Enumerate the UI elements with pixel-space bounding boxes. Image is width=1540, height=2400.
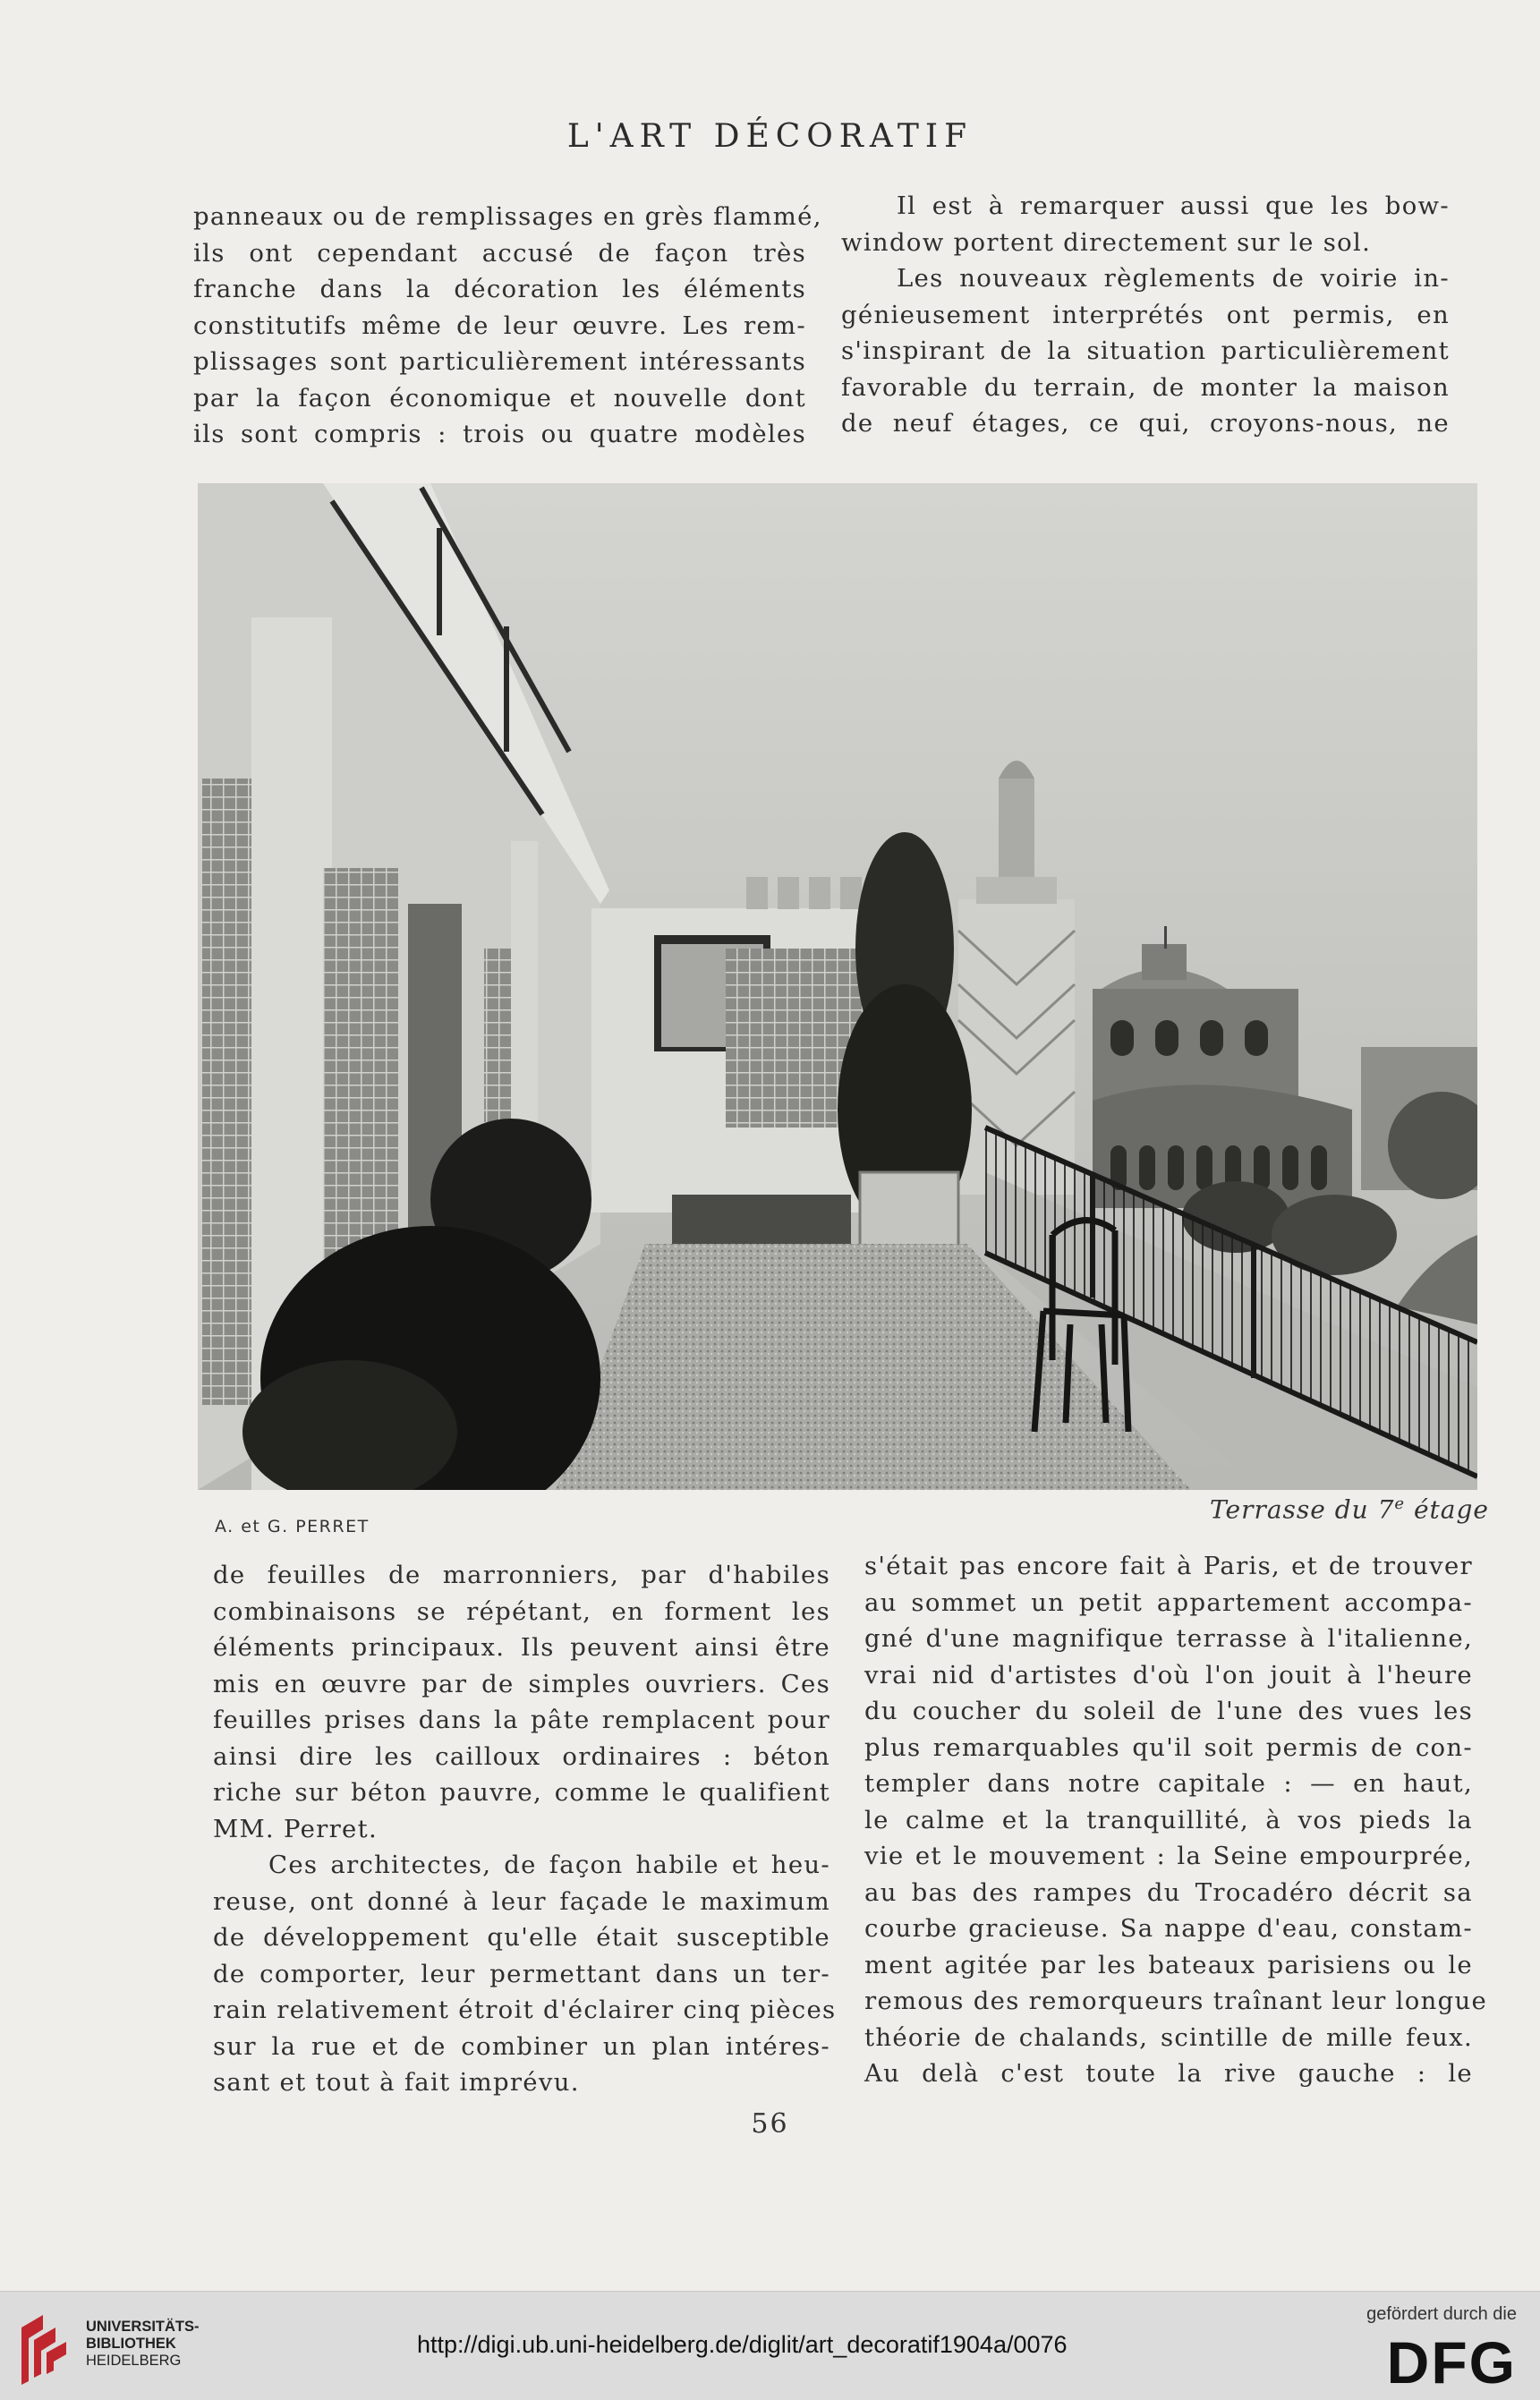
text-line: éléments principaux. Ils peuvent ainsi être <box>213 1633 830 1662</box>
caption-suffix: étage <box>1405 1494 1489 1525</box>
text-line: courbe gracieuse. Sa nappe d'eau, constam- <box>864 1914 1473 1943</box>
text-line: ils sont compris : trois ou quatre modèles <box>193 420 806 448</box>
text-line: Il est à remarquer aussi que les bow- <box>897 191 1450 220</box>
text-column-top-left <box>193 199 822 453</box>
library-logo-icon <box>16 2311 72 2388</box>
text-line: Les nouveaux règlements de voirie in- <box>897 264 1450 293</box>
photo-caption <box>1210 1494 1489 1524</box>
funding-note: gefördert durch die <box>1366 2304 1517 2324</box>
dfg-logo: DFG <box>1386 2329 1517 2396</box>
text-line: de feuilles de marronniers, par d'habiles <box>213 1561 830 1589</box>
text-line: gné d'une magnifique terrasse à l'italienne, <box>864 1624 1473 1653</box>
text-line: s'inspirant de la situation particulièrement <box>841 336 1450 365</box>
text-line: combinaisons se répétant, en forment les <box>213 1596 830 1626</box>
text-line: ment agitée par les bateaux parisiens ou le <box>864 1950 1473 1979</box>
library-name-line: HEIDELBERG <box>86 2353 182 2369</box>
caption-superscript: e <box>1394 1494 1406 1513</box>
text-line: Ces architectes, de façon habile et heu- <box>268 1851 830 1879</box>
text-line: favorable du terrain, de monter la maison <box>841 372 1450 402</box>
digitization-footer <box>0 2291 1540 2400</box>
text-line: ils ont cependant accusé de façon très <box>193 238 806 268</box>
text-line: de comporter, leur permettant dans un ter- <box>213 1959 830 1988</box>
text-line: s'était pas encore fait à Paris, et de trouver <box>864 1552 1473 1580</box>
page-number: 56 <box>751 2108 789 2140</box>
text-line: ainsi dire les cailloux ordinaires : béton <box>213 1741 830 1771</box>
text-line: plissages sont particulièrement intéressants <box>193 347 806 376</box>
library-name <box>86 2319 200 2370</box>
text-line: Au delà c'est toute la rive gauche : le <box>864 2059 1473 2088</box>
text-line: par la façon économique et nouvelle dont <box>193 383 806 413</box>
caption-prefix: Terrasse du 7 <box>1210 1494 1395 1525</box>
text-line: franche dans la décoration les éléments <box>193 275 806 303</box>
text-line: au sommet un petit appartement accompa- <box>864 1587 1473 1617</box>
source-url-link[interactable]: http://digi.ub.uni-heidelberg.de/diglit/art_decoratif1904a/0076 <box>417 2331 1068 2358</box>
text-line: plus remarquables qu'il soit permis de con- <box>864 1732 1473 1762</box>
text-line: feuilles prises dans la pâte remplacent pour <box>213 1706 830 1734</box>
text-line: riche sur béton pauvre, comme le qualifient <box>213 1778 830 1807</box>
text-line: sur la rue et de combiner un plan intéres- <box>213 2031 830 2061</box>
text-line: théorie de chalands, scintille de mille feux. <box>864 2022 1473 2052</box>
text-line: templer dans notre capitale : — en haut, <box>864 1769 1473 1798</box>
text-line: sant et tout à fait imprévu. <box>213 2068 580 2097</box>
text-column-bottom-right <box>864 1548 1488 2092</box>
text-line: reuse, ont donné à leur façade le maximum <box>213 1886 830 1916</box>
text-line: vie et le mouvement : la Seine empourprée, <box>864 1842 1473 1870</box>
terrace-photograph <box>198 483 1477 1490</box>
text-line: de développement qu'elle était susceptible <box>213 1923 830 1952</box>
text-line: MM. Perret. <box>213 1814 378 1843</box>
text-line: vrai nid d'artistes d'où l'on jouit à l'heure <box>864 1660 1473 1689</box>
text-line: mis en œuvre par de simples ouvriers. Ces <box>213 1669 830 1698</box>
text-line: constitutifs même de leur œuvre. Les rem- <box>193 311 806 340</box>
text-line: remous des remorqueurs traînant leur longue <box>864 1987 1488 2015</box>
running-title: L'ART DÉCORATIF <box>566 118 974 155</box>
text-line: génieusement interprétés ont permis, en <box>841 300 1450 329</box>
library-name-line: UNIVERSITÄTS- <box>86 2319 200 2335</box>
text-line: panneaux ou de remplissages en grès flammé, <box>193 202 822 231</box>
text-line: window portent directement sur le sol. <box>841 227 1372 257</box>
text-line: de neuf étages, ce qui, croyons-nous, ne <box>841 409 1450 438</box>
library-name-line: BIBLIOTHEK <box>86 2336 176 2352</box>
text-line: au bas des rampes du Trocadéro décrit sa <box>864 1877 1473 1907</box>
text-column-bottom-left <box>213 1557 837 2101</box>
text-column-top-right <box>841 188 1450 442</box>
text-line: rain relativement étroit d'éclairer cinq pièces <box>213 1996 837 2024</box>
text-line: du coucher du soleil de l'une des vues les <box>864 1697 1473 1725</box>
text-line: le calme et la tranquillité, à vos pieds la <box>864 1805 1473 1834</box>
photo-credit: A. et G. PERRET <box>215 1517 370 1536</box>
